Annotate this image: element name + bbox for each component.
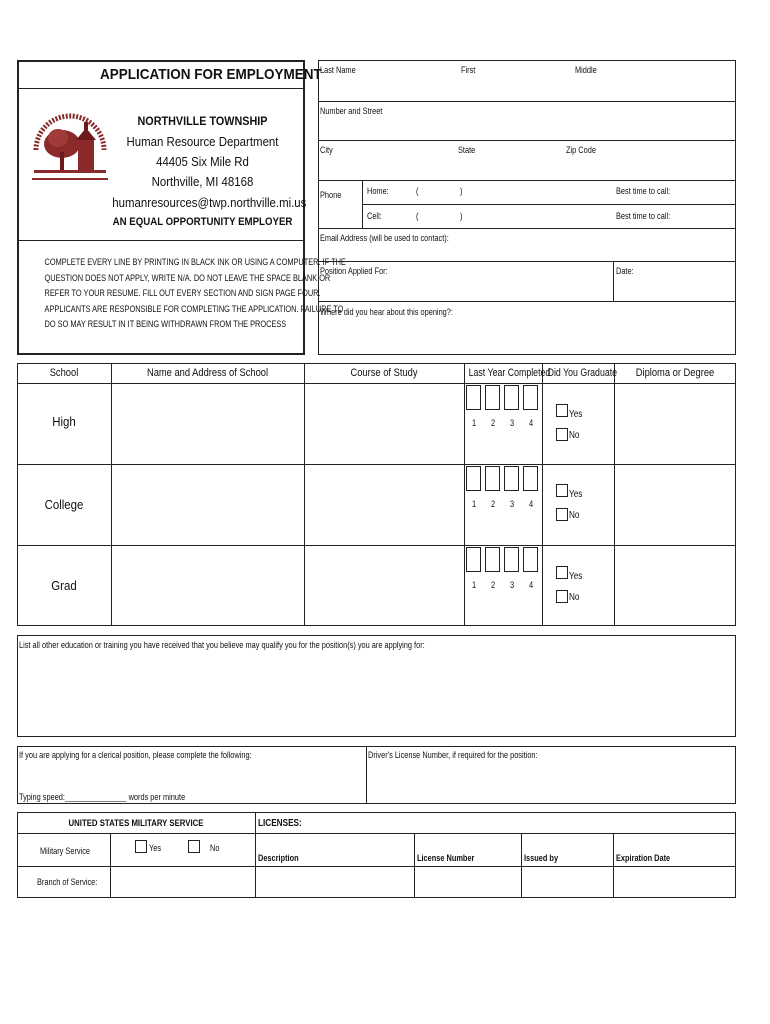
year-box-3[interactable] [504, 547, 519, 572]
row-label-college: College [44, 497, 84, 512]
clerical-prompt: If you are applying for a clerical position, please complete the following: [19, 750, 252, 760]
cell-phone-field[interactable]: Cell: [367, 211, 382, 221]
row-label-high: High [52, 414, 76, 429]
license-col-number: License Number [417, 853, 475, 863]
instruction-line: APPLICANTS ARE RESPONSIBLE FOR COMPLETING THE APPLICATION. FAILURE TO [44, 303, 344, 314]
department: Human Resource Department [126, 134, 279, 149]
hr-email: humanresources@twp.northville.mi.us [112, 195, 307, 210]
drivers-license-field[interactable]: Driver's License Number, if required for the position: [368, 750, 538, 760]
licenses-header: LICENSES: [258, 818, 302, 829]
military-yes-checkbox[interactable] [135, 840, 147, 853]
no-label: No [569, 430, 580, 441]
email-field[interactable]: Email Address (will be used to contact): [320, 233, 449, 243]
year-box-1[interactable] [466, 466, 481, 491]
instruction-line: DO SO MAY RESULT IN IT BEING WITHDRAWN FROM THE PROCESS [44, 319, 287, 329]
no-label: No [569, 592, 580, 603]
org-name: NORTHVILLE TOWNSHIP [137, 114, 268, 128]
zip-field[interactable]: Zip Code [566, 145, 596, 155]
graduated-no-checkbox[interactable] [556, 428, 568, 441]
year-box-3[interactable] [504, 466, 519, 491]
graduated-yes-checkbox[interactable] [556, 566, 568, 579]
year-box-2[interactable] [485, 385, 500, 410]
year-label: 2 [491, 418, 496, 428]
license-col-description: Description [258, 853, 299, 863]
township-logo [28, 92, 110, 192]
year-box-1[interactable] [466, 547, 481, 572]
year-label: 4 [529, 418, 534, 428]
col-diploma: Diploma or Degree [635, 367, 715, 379]
cell-best-time-field[interactable]: Best time to call: [616, 211, 671, 221]
license-col-issued: Issued by [524, 853, 559, 863]
col-last-year: Last Year Completed [468, 367, 551, 379]
col-school: School [49, 367, 79, 379]
instruction-line: QUESTION DOES NOT APPLY, WRITE N/A. DO NOT LEAVE THE SPACE BLANK OR [44, 272, 331, 283]
street-field[interactable]: Number and Street [320, 106, 383, 116]
branch-of-service-field[interactable]: Branch of Service: [37, 877, 98, 887]
col-course: Course of Study [350, 367, 418, 379]
yes-label: Yes [569, 409, 583, 420]
first-name-field[interactable]: First [461, 65, 476, 75]
graduated-yes-checkbox[interactable] [556, 484, 568, 497]
graduated-no-checkbox[interactable] [556, 508, 568, 521]
year-label: 1 [472, 580, 477, 590]
address-line-2: Northville, MI 48168 [151, 174, 254, 189]
year-label: 2 [491, 580, 496, 590]
year-box-4[interactable] [523, 547, 538, 572]
city-field[interactable]: City [320, 145, 333, 155]
year-box-4[interactable] [523, 466, 538, 491]
phone-label: Phone [320, 190, 342, 200]
instruction-line: REFER TO YOUR RESUME. FILL OUT EVERY SECTION AND SIGN PAGE FOUR. [44, 288, 321, 298]
last-name-field[interactable]: Last Name [320, 65, 356, 75]
instruction-line: COMPLETE EVERY LINE BY PRINTING IN BLACK INK OR USING A COMPUTER. IF THE [44, 257, 346, 267]
year-label: 3 [510, 499, 515, 509]
date-field[interactable]: Date: [616, 266, 634, 276]
other-education-box[interactable] [17, 635, 736, 737]
year-box-1[interactable] [466, 385, 481, 410]
military-header: UNITED STATES MILITARY SERVICE [68, 818, 204, 829]
year-label: 4 [529, 499, 534, 509]
cell-paren-close: ) [460, 211, 463, 221]
no-label: No [569, 510, 580, 521]
year-box-2[interactable] [485, 547, 500, 572]
instructions [19, 255, 346, 333]
yes-label: Yes [569, 571, 583, 582]
state-field[interactable]: State [458, 145, 476, 155]
military-no-label: No [210, 843, 220, 853]
graduated-no-checkbox[interactable] [556, 590, 568, 603]
eoe-statement: AN EQUAL OPPORTUNITY EMPLOYER [112, 216, 293, 228]
home-phone-field[interactable]: Home: [367, 186, 389, 196]
year-label: 1 [472, 418, 477, 428]
hear-about-field[interactable]: Where did you hear about this opening?: [320, 307, 453, 317]
military-yes-label: Yes [149, 843, 162, 853]
form-title: APPLICATION FOR EMPLOYMENT [100, 66, 322, 83]
row-label-grad: Grad [51, 578, 77, 593]
education-table [17, 363, 736, 626]
year-label: 3 [510, 580, 515, 590]
other-education-label: List all other education or training you have received that you believe may qualify you for the position(s) you are applying for: [19, 640, 425, 650]
cell-paren-open: ( [416, 211, 419, 221]
license-col-expiration: Expiration Date [616, 853, 671, 863]
year-box-2[interactable] [485, 466, 500, 491]
graduated-yes-checkbox[interactable] [556, 404, 568, 417]
home-paren-open: ( [416, 186, 419, 196]
home-paren-close: ) [460, 186, 463, 196]
col-school-name: Name and Address of School [146, 367, 269, 379]
home-best-time-field[interactable]: Best time to call: [616, 186, 671, 196]
typing-speed-field[interactable]: Typing speed:_______________ words per minute [19, 792, 186, 802]
year-box-4[interactable] [523, 385, 538, 410]
year-label: 3 [510, 418, 515, 428]
military-service-label: Military Service [40, 846, 91, 856]
address-line-1: 44405 Six Mile Rd [156, 154, 249, 169]
year-label: 2 [491, 499, 496, 509]
position-field[interactable]: Position Applied For: [320, 266, 388, 276]
year-label: 4 [529, 580, 534, 590]
yes-label: Yes [569, 489, 583, 500]
military-no-checkbox[interactable] [188, 840, 200, 853]
col-graduate: Did You Graduate [547, 367, 618, 379]
middle-name-field[interactable]: Middle [575, 65, 597, 75]
year-label: 1 [472, 499, 477, 509]
year-box-3[interactable] [504, 385, 519, 410]
